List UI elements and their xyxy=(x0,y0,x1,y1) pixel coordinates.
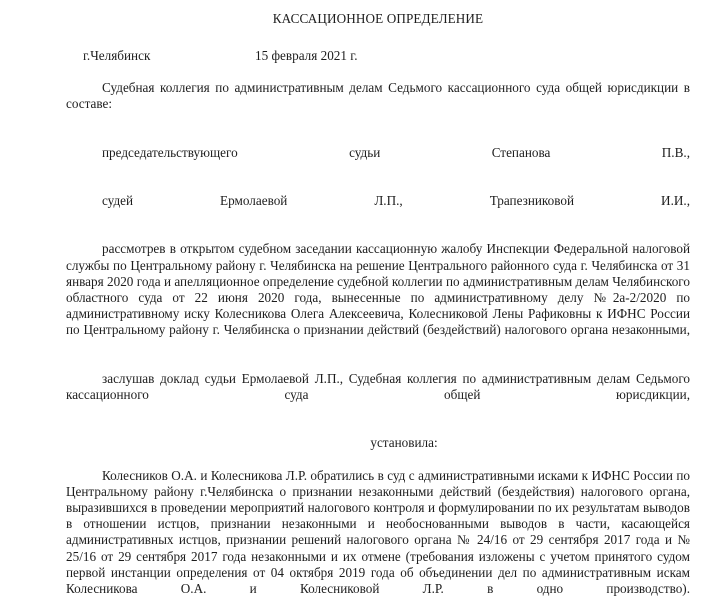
document-title: КАССАЦИОННОЕ ОПРЕДЕЛЕНИЕ xyxy=(272,11,484,26)
paragraph-case-review: рассмотрев в открытом судебном заседании кассационную жалобу Инспекции Федеральной налоговой службы по Центральному району г. Челябинска на решение Центрального районного суда г. Челябинска от 31 января 2020 года и апелляционное определение судебной коллегии по административным делам Челябинского областного суда от 22 июня 2020 года, вынесенные по административному делу №2а-2/2020 по административному иску Колесникова Олега Алексеевича, Колесниковой Лены Рафиковны к ИФНС России по Центральному району г. Челябинска о признании действий (бездействий) налогового органа незаконными, xyxy=(66,241,690,338)
established-heading: установила: xyxy=(370,435,438,451)
paragraph-report-heard: заслушав доклад судьи Ермолаевой Л.П., Судебная коллегия по административным делам Седьмого кассационного суда общей юрисдикции, xyxy=(66,370,690,403)
document-city: г.Челябинск xyxy=(83,48,151,63)
document-meta-row xyxy=(66,48,690,64)
document-body xyxy=(66,0,690,613)
paragraph-presiding-judge: председательствующего судьи Степанова П.В., xyxy=(102,144,690,160)
document-date: 15 февраля 2021 г. xyxy=(255,48,358,63)
paragraph-claim-summary: Колесников О.А. и Колесникова Л.Р. обратились в суд с административными исками к ИФНС России по Центральному району г.Челябинска о признании незаконными действий (бездействия) налогового органа, выразившихся в проведении мероприятий налогового контроля и формулировании по их результатам выводов в отношении истцов, признании незаконными и необоснованными выводов в части, касающейся административных истцов, признании решений налогового органа № 24/16 от 29 сентября 2017 года и № 25/16 от 29 сентября 2017 года незаконными и их отмене (требования изложены с учетом принятого судом первой инстанции определения от 04 октября 2019 года об объединении дел по административным искам Колесникова О.А. и Колесниковой Л.Р. в одно производство). xyxy=(66,467,690,597)
paragraph-composition: Судебная коллегия по административным делам Седьмого кассационного суда общей юрисдикции в составе: xyxy=(66,80,690,112)
paragraph-judges: судей Ермолаевой Л.П., Трапезниковой И.И., xyxy=(102,193,690,209)
